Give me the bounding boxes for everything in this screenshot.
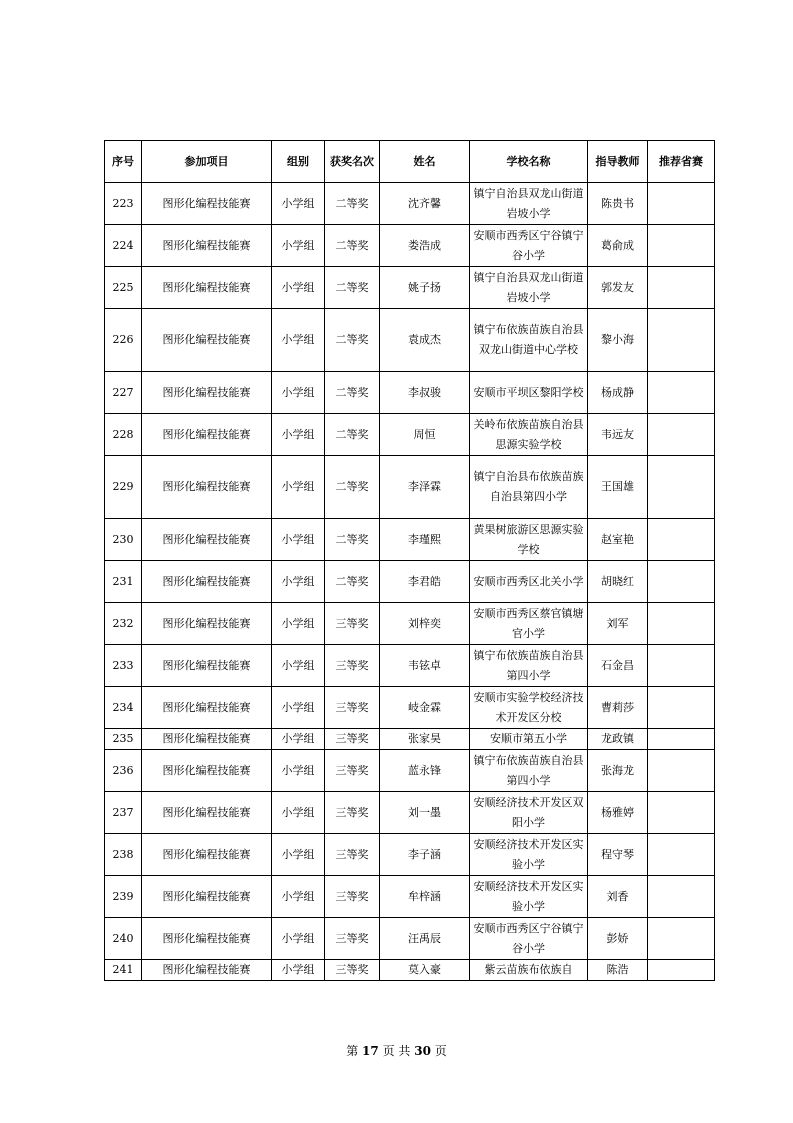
- header-school: 学校名称: [470, 141, 588, 183]
- cell-name: 岐金霖: [380, 687, 470, 729]
- cell-group: 小学组: [272, 729, 325, 750]
- cell-group: 小学组: [272, 456, 325, 519]
- cell-recommend: [648, 309, 715, 372]
- table-row: [105, 372, 715, 414]
- cell-project: 图形化编程技能赛: [142, 960, 272, 981]
- table-row: [105, 603, 715, 645]
- table-row: [105, 519, 715, 561]
- cell-school: 安顺市平坝区黎阳学校: [470, 372, 588, 414]
- header-no: 序号: [105, 141, 142, 183]
- cell-group: 小学组: [272, 309, 325, 372]
- cell-school: 安顺市西秀区蔡官镇塘官小学: [470, 603, 588, 645]
- cell-teacher: 黎小海: [588, 309, 648, 372]
- cell-project: 图形化编程技能赛: [142, 414, 272, 456]
- cell-no: 227: [105, 372, 142, 414]
- cell-project: 图形化编程技能赛: [142, 183, 272, 225]
- cell-award: 三等奖: [325, 876, 380, 918]
- cell-no: 239: [105, 876, 142, 918]
- cell-award: 三等奖: [325, 750, 380, 792]
- cell-school: 关岭布依族苗族自治县思源实验学校: [470, 414, 588, 456]
- cell-award: 二等奖: [325, 456, 380, 519]
- table-row: [105, 918, 715, 960]
- cell-teacher: 杨雅婷: [588, 792, 648, 834]
- cell-school: 安顺经济技术开发区实验小学: [470, 876, 588, 918]
- cell-teacher: 郭发友: [588, 267, 648, 309]
- cell-recommend: [648, 960, 715, 981]
- footer-prefix: 第: [346, 1044, 359, 1058]
- cell-project: 图形化编程技能赛: [142, 561, 272, 603]
- cell-teacher: 彭娇: [588, 918, 648, 960]
- cell-no: 224: [105, 225, 142, 267]
- header-group: 组别: [272, 141, 325, 183]
- cell-group: 小学组: [272, 834, 325, 876]
- cell-project: 图形化编程技能赛: [142, 267, 272, 309]
- cell-teacher: 胡晓红: [588, 561, 648, 603]
- cell-group: 小学组: [272, 519, 325, 561]
- cell-recommend: [648, 183, 715, 225]
- cell-award: 三等奖: [325, 603, 380, 645]
- cell-school: 镇宁自治县双龙山街道岩坡小学: [470, 267, 588, 309]
- cell-teacher: 曹莉莎: [588, 687, 648, 729]
- table-row: [105, 225, 715, 267]
- cell-teacher: 刘香: [588, 876, 648, 918]
- cell-name: 李君皓: [380, 561, 470, 603]
- cell-recommend: [648, 456, 715, 519]
- cell-project: 图形化编程技能赛: [142, 729, 272, 750]
- cell-recommend: [648, 519, 715, 561]
- cell-group: 小学组: [272, 876, 325, 918]
- cell-recommend: [648, 876, 715, 918]
- table-row: [105, 834, 715, 876]
- cell-no: 231: [105, 561, 142, 603]
- cell-no: 238: [105, 834, 142, 876]
- cell-award: 二等奖: [325, 225, 380, 267]
- cell-no: 225: [105, 267, 142, 309]
- cell-teacher: 程守琴: [588, 834, 648, 876]
- footer-mid: 页 共: [382, 1044, 411, 1058]
- cell-no: 241: [105, 960, 142, 981]
- cell-award: 二等奖: [325, 267, 380, 309]
- cell-project: 图形化编程技能赛: [142, 750, 272, 792]
- cell-name: 李泽霖: [380, 456, 470, 519]
- cell-name: 刘一墨: [380, 792, 470, 834]
- cell-name: 沈齐馨: [380, 183, 470, 225]
- cell-group: 小学组: [272, 372, 325, 414]
- cell-project: 图形化编程技能赛: [142, 792, 272, 834]
- cell-no: 233: [105, 645, 142, 687]
- cell-teacher: 陈浩: [588, 960, 648, 981]
- cell-teacher: 龙政镇: [588, 729, 648, 750]
- cell-name: 韦铉卓: [380, 645, 470, 687]
- cell-project: 图形化编程技能赛: [142, 519, 272, 561]
- cell-name: 牟梓涵: [380, 876, 470, 918]
- cell-recommend: [648, 729, 715, 750]
- cell-school: 镇宁布依族苗族自治县第四小学: [470, 645, 588, 687]
- cell-teacher: 葛俞成: [588, 225, 648, 267]
- header-teacher: 指导教师: [588, 141, 648, 183]
- cell-award: 三等奖: [325, 834, 380, 876]
- cell-award: 二等奖: [325, 414, 380, 456]
- cell-group: 小学组: [272, 414, 325, 456]
- cell-group: 小学组: [272, 645, 325, 687]
- cell-group: 小学组: [272, 225, 325, 267]
- header-name: 姓名: [380, 141, 470, 183]
- cell-no: 237: [105, 792, 142, 834]
- cell-recommend: [648, 414, 715, 456]
- cell-no: 240: [105, 918, 142, 960]
- cell-award: 二等奖: [325, 183, 380, 225]
- cell-project: 图形化编程技能赛: [142, 645, 272, 687]
- cell-award: 三等奖: [325, 792, 380, 834]
- cell-award: 二等奖: [325, 519, 380, 561]
- cell-name: 蓝永锋: [380, 750, 470, 792]
- cell-award: 三等奖: [325, 918, 380, 960]
- cell-school: 安顺经济技术开发区实验小学: [470, 834, 588, 876]
- cell-recommend: [648, 603, 715, 645]
- table-row: [105, 729, 715, 750]
- cell-no: 234: [105, 687, 142, 729]
- cell-award: 三等奖: [325, 687, 380, 729]
- cell-project: 图形化编程技能赛: [142, 456, 272, 519]
- cell-project: 图形化编程技能赛: [142, 603, 272, 645]
- cell-teacher: 刘军: [588, 603, 648, 645]
- table-row: [105, 561, 715, 603]
- awards-table: [104, 140, 715, 981]
- cell-group: 小学组: [272, 792, 325, 834]
- cell-name: 李瑾熙: [380, 519, 470, 561]
- cell-no: 230: [105, 519, 142, 561]
- header-recommend: 推荐省赛: [648, 141, 715, 183]
- cell-name: 李子涵: [380, 834, 470, 876]
- cell-school: 黄果树旅游区思源实验学校: [470, 519, 588, 561]
- cell-project: 图形化编程技能赛: [142, 834, 272, 876]
- cell-project: 图形化编程技能赛: [142, 918, 272, 960]
- table-row: [105, 792, 715, 834]
- table-row: [105, 876, 715, 918]
- table-row: [105, 414, 715, 456]
- cell-award: 三等奖: [325, 729, 380, 750]
- header-project: 参加项目: [142, 141, 272, 183]
- cell-award: 二等奖: [325, 309, 380, 372]
- cell-name: 汪禹辰: [380, 918, 470, 960]
- cell-no: 228: [105, 414, 142, 456]
- cell-project: 图形化编程技能赛: [142, 225, 272, 267]
- table-row: [105, 687, 715, 729]
- cell-name: 张家昊: [380, 729, 470, 750]
- cell-group: 小学组: [272, 918, 325, 960]
- footer-page-number: 17: [362, 1044, 379, 1058]
- cell-school: 安顺市第五小学: [470, 729, 588, 750]
- cell-school: 紫云苗族布依族自: [470, 960, 588, 981]
- header-award: 获奖名次: [325, 141, 380, 183]
- table-row: [105, 960, 715, 981]
- cell-teacher: 赵室艳: [588, 519, 648, 561]
- cell-recommend: [648, 834, 715, 876]
- cell-teacher: 杨成静: [588, 372, 648, 414]
- cell-group: 小学组: [272, 183, 325, 225]
- cell-name: 刘梓奕: [380, 603, 470, 645]
- page-footer: [0, 1042, 793, 1059]
- cell-group: 小学组: [272, 750, 325, 792]
- cell-project: 图形化编程技能赛: [142, 309, 272, 372]
- cell-recommend: [648, 750, 715, 792]
- cell-teacher: 王国雄: [588, 456, 648, 519]
- cell-no: 236: [105, 750, 142, 792]
- cell-group: 小学组: [272, 561, 325, 603]
- cell-name: 莫入豪: [380, 960, 470, 981]
- cell-teacher: 石金昌: [588, 645, 648, 687]
- table-row: [105, 645, 715, 687]
- cell-name: 袁成杰: [380, 309, 470, 372]
- cell-recommend: [648, 918, 715, 960]
- cell-school: 安顺市实验学校经济技术开发区分校: [470, 687, 588, 729]
- footer-suffix: 页: [434, 1044, 447, 1058]
- table-header-row: [105, 141, 715, 183]
- cell-name: 李叔骏: [380, 372, 470, 414]
- cell-award: 三等奖: [325, 645, 380, 687]
- cell-name: 娄浩成: [380, 225, 470, 267]
- cell-award: 二等奖: [325, 372, 380, 414]
- cell-teacher: 韦远友: [588, 414, 648, 456]
- cell-school: 镇宁自治县布依族苗族自治县第四小学: [470, 456, 588, 519]
- cell-no: 235: [105, 729, 142, 750]
- cell-project: 图形化编程技能赛: [142, 876, 272, 918]
- cell-recommend: [648, 645, 715, 687]
- cell-school: 镇宁布依族苗族自治县双龙山街道中心学校: [470, 309, 588, 372]
- cell-school: 镇宁自治县双龙山街道岩坡小学: [470, 183, 588, 225]
- cell-group: 小学组: [272, 960, 325, 981]
- table-row: [105, 267, 715, 309]
- footer-total-pages: 30: [414, 1044, 431, 1058]
- cell-recommend: [648, 561, 715, 603]
- cell-project: 图形化编程技能赛: [142, 372, 272, 414]
- cell-recommend: [648, 372, 715, 414]
- cell-project: 图形化编程技能赛: [142, 687, 272, 729]
- cell-school: 安顺市西秀区宁谷镇宁谷小学: [470, 918, 588, 960]
- cell-group: 小学组: [272, 603, 325, 645]
- table-row: [105, 309, 715, 372]
- cell-award: 三等奖: [325, 960, 380, 981]
- cell-name: 周恒: [380, 414, 470, 456]
- cell-school: 安顺市西秀区宁谷镇宁谷小学: [470, 225, 588, 267]
- table-row: [105, 183, 715, 225]
- cell-school: 安顺市西秀区北关小学: [470, 561, 588, 603]
- cell-recommend: [648, 225, 715, 267]
- cell-no: 232: [105, 603, 142, 645]
- cell-award: 二等奖: [325, 561, 380, 603]
- cell-group: 小学组: [272, 267, 325, 309]
- cell-school: 安顺经济技术开发区双阳小学: [470, 792, 588, 834]
- cell-teacher: 陈贵书: [588, 183, 648, 225]
- cell-no: 223: [105, 183, 142, 225]
- cell-name: 姚子扬: [380, 267, 470, 309]
- cell-no: 226: [105, 309, 142, 372]
- cell-no: 229: [105, 456, 142, 519]
- table-row: [105, 750, 715, 792]
- cell-teacher: 张海龙: [588, 750, 648, 792]
- table-row: [105, 456, 715, 519]
- cell-recommend: [648, 687, 715, 729]
- cell-recommend: [648, 267, 715, 309]
- cell-group: 小学组: [272, 687, 325, 729]
- cell-recommend: [648, 792, 715, 834]
- cell-school: 镇宁布依族苗族自治县第四小学: [470, 750, 588, 792]
